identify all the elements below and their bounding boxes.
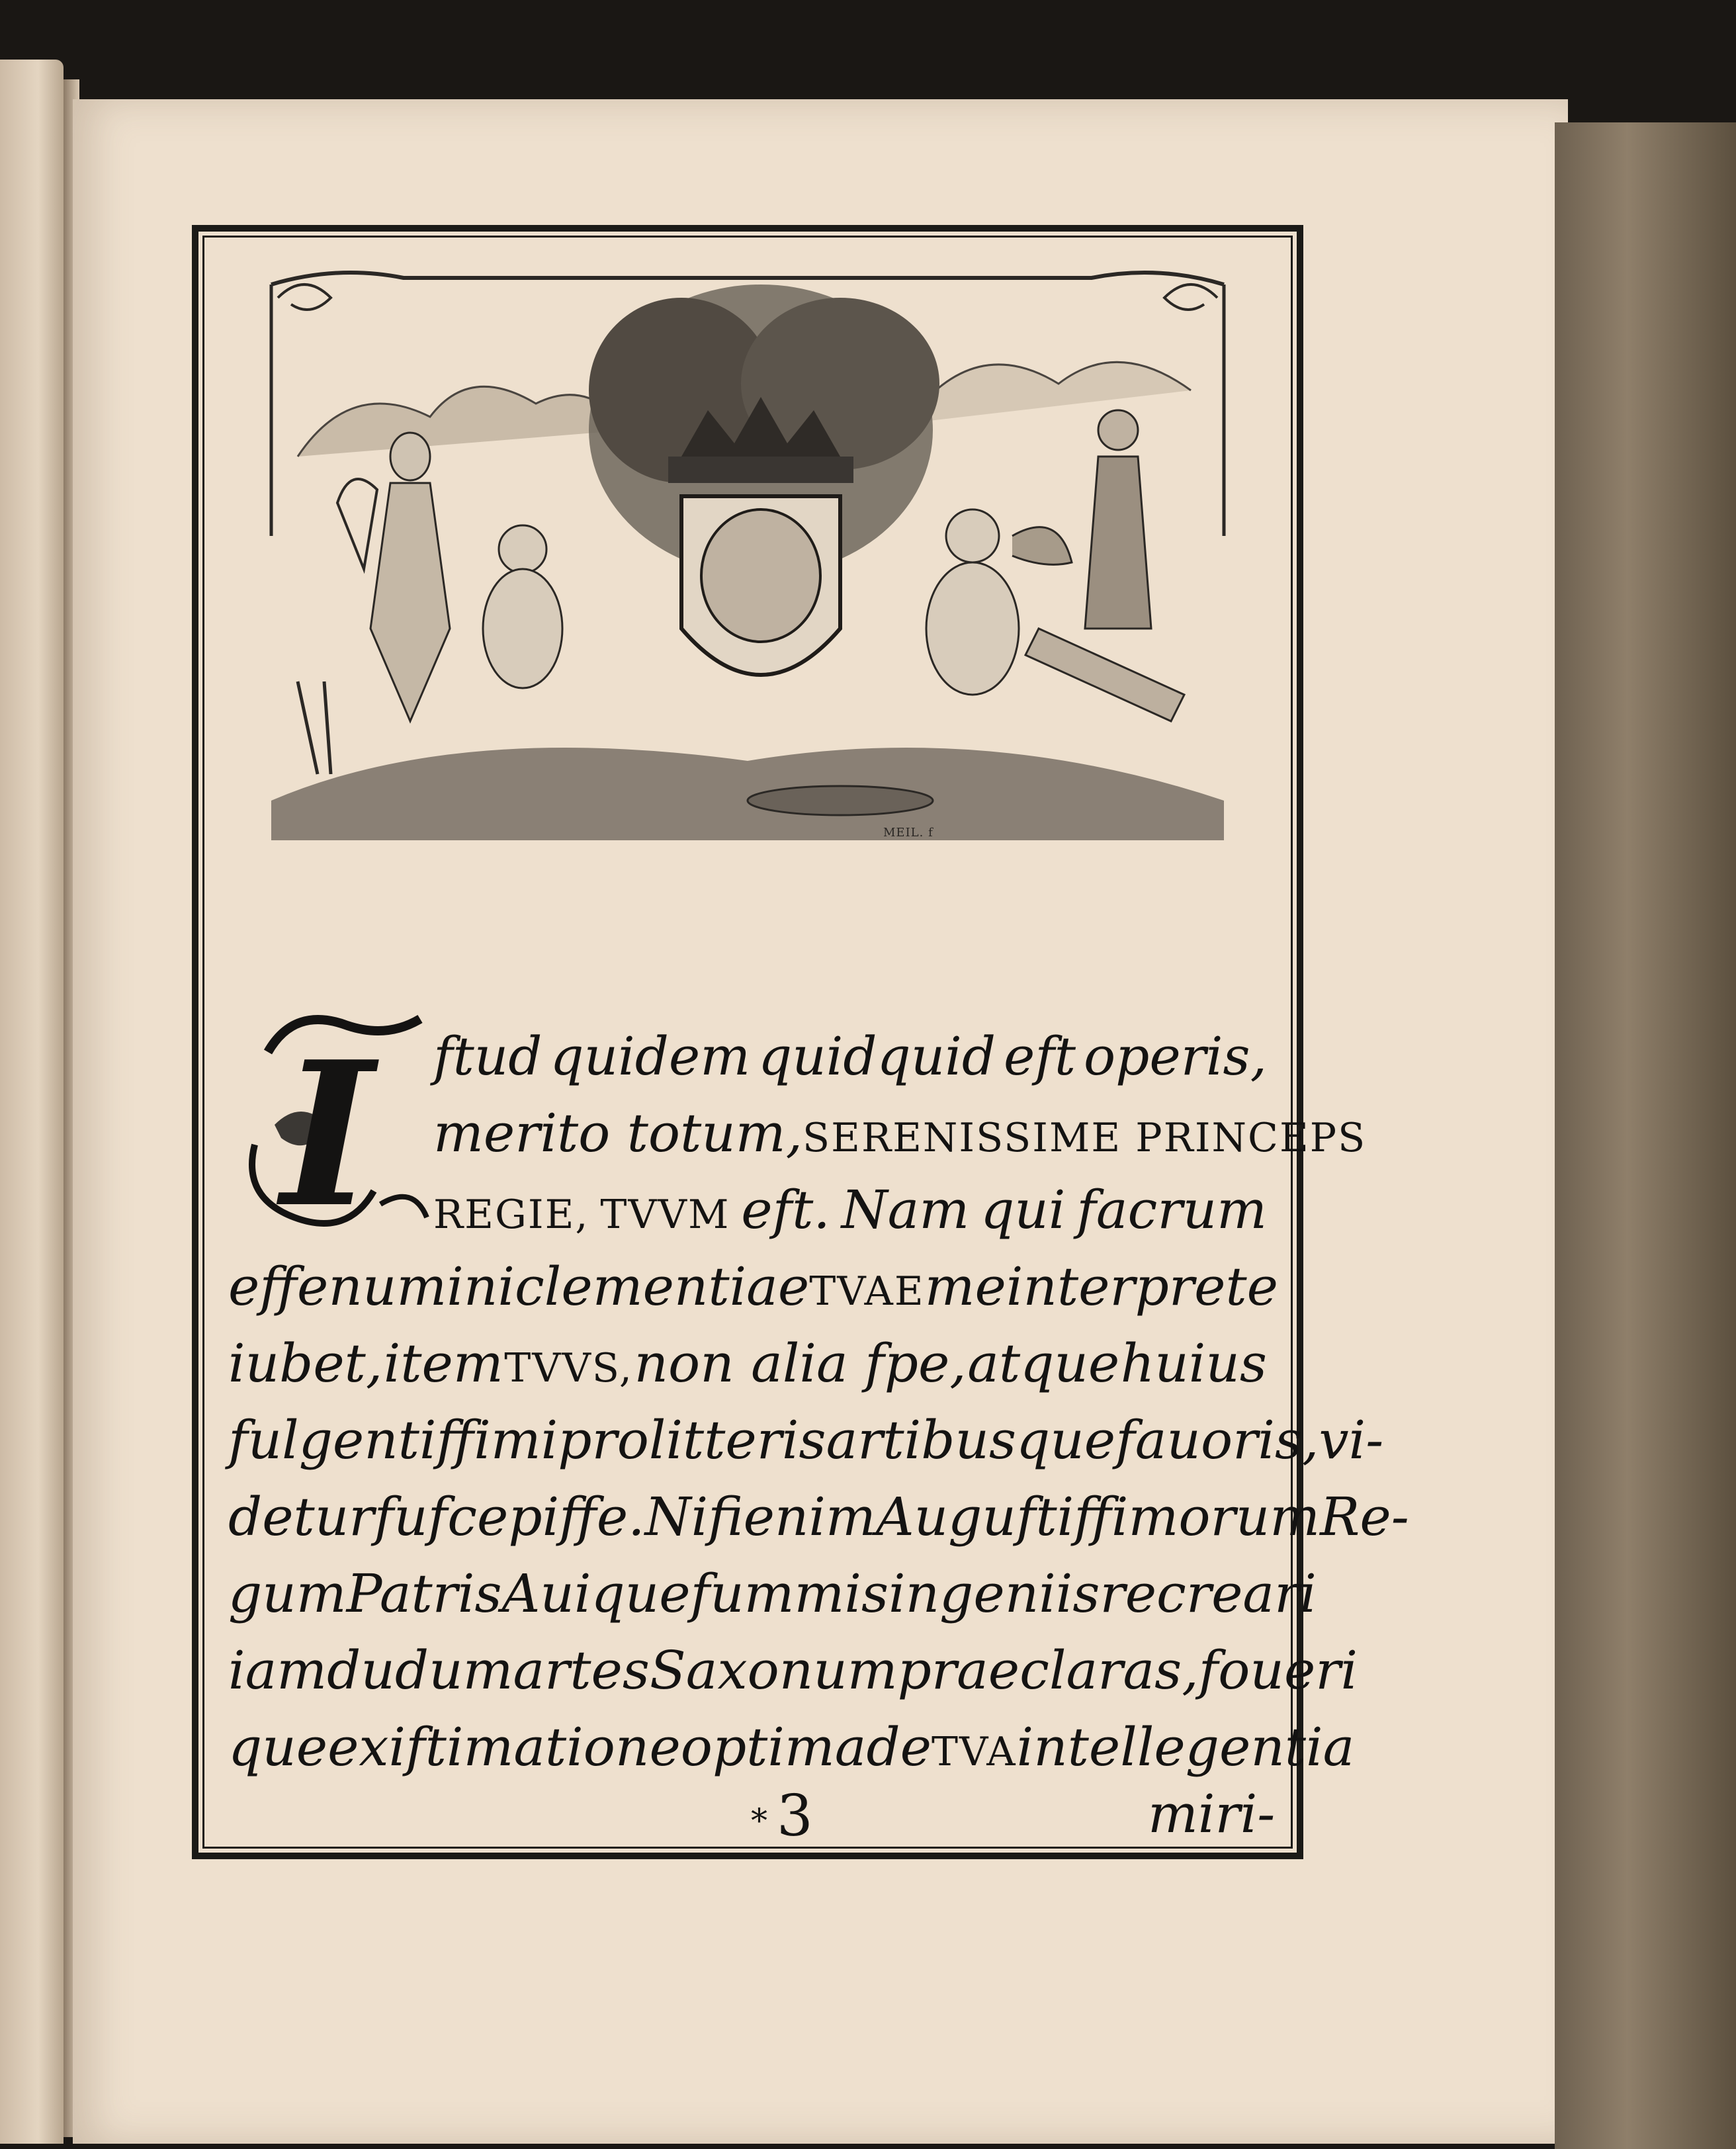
text-line <box>228 1640 1358 1718</box>
text-line <box>228 1333 1267 1411</box>
engraver-signature: MEIL. f <box>883 826 933 840</box>
text-line <box>433 1026 1267 1104</box>
text-word: merito totum, <box>433 1102 803 1164</box>
text-word: recreari <box>1100 1563 1317 1624</box>
text-word: optima <box>680 1716 867 1778</box>
text-word: pro <box>558 1409 649 1471</box>
text-word: fulgentiffimi <box>228 1409 558 1471</box>
text-line <box>433 1179 1267 1257</box>
text-line <box>228 1563 1317 1641</box>
signature-number: 3 <box>777 1783 813 1849</box>
text-word: fummis <box>690 1563 889 1624</box>
text-word: eft. <box>741 1179 830 1241</box>
text-word: detur <box>228 1486 374 1548</box>
facing-page-edge <box>0 60 64 2144</box>
text-word: Patris <box>346 1563 502 1624</box>
catchword: miri- <box>1148 1783 1276 1845</box>
signature-mark <box>751 1783 813 1849</box>
text-line <box>228 1256 1278 1334</box>
text-word: qui <box>980 1179 1066 1241</box>
text-word: iubet, <box>228 1333 383 1394</box>
text-word: effe <box>228 1256 329 1317</box>
text-word: praeclaras, <box>897 1640 1199 1701</box>
text-word: iam <box>228 1640 327 1701</box>
signature-star: * <box>751 1801 767 1840</box>
engraved-vignette <box>258 258 1237 854</box>
text-word: SERENISSIME PRINCEPS <box>803 1115 1367 1161</box>
text-word: ingeniis <box>889 1563 1100 1624</box>
text-line <box>228 1409 1384 1487</box>
text-word: intellegentia <box>1016 1716 1355 1778</box>
text-word: TVVM <box>600 1192 730 1238</box>
text-word: quidquid <box>758 1026 996 1087</box>
text-word: artes <box>513 1640 650 1701</box>
text-word: atque <box>967 1333 1120 1394</box>
text-word: Saxonum <box>649 1640 898 1701</box>
book-cover-edge <box>1555 122 1736 2149</box>
text-word: Nam <box>841 1179 970 1241</box>
text-word: TVVS, <box>504 1345 633 1391</box>
text-word: me <box>924 1256 1006 1317</box>
text-word: clementiae <box>514 1256 810 1317</box>
text-word: litteris <box>648 1409 826 1471</box>
text-word: huius <box>1120 1333 1267 1394</box>
text-line <box>228 1716 1355 1794</box>
text-word: eft <box>1003 1026 1076 1087</box>
text-word: interprete <box>1006 1256 1278 1317</box>
text-word: foueri <box>1198 1640 1358 1701</box>
text-word: TVA <box>932 1729 1017 1775</box>
text-word: TVAE <box>809 1268 925 1315</box>
text-line <box>433 1102 1367 1180</box>
text-word: que <box>591 1563 691 1624</box>
text-word: artibus <box>826 1409 1017 1471</box>
text-word: non alia fpe, <box>634 1333 967 1394</box>
text-word: facrum <box>1076 1179 1267 1241</box>
text-word: enim <box>743 1486 876 1548</box>
text-word: Nifi <box>644 1486 744 1548</box>
text-word: Re- <box>1320 1486 1409 1548</box>
text-word: quidem <box>550 1026 751 1087</box>
text-word: ftud <box>433 1026 542 1087</box>
text-word: vi- <box>1319 1409 1384 1471</box>
text-word: item <box>383 1333 503 1394</box>
initial-letter: I <box>281 1018 374 1251</box>
text-word: numini <box>328 1256 515 1317</box>
text-word: que <box>228 1716 328 1778</box>
text-word: exiftimatione <box>327 1716 681 1778</box>
text-line <box>228 1486 1409 1564</box>
text-word: Aui <box>501 1563 591 1624</box>
text-word: de <box>866 1716 932 1778</box>
text-word: dudum <box>327 1640 513 1701</box>
text-word: Auguftiffimorum <box>875 1486 1321 1548</box>
text-word: REGIE, <box>433 1192 589 1238</box>
decorated-initial <box>228 992 440 1257</box>
text-word: operis, <box>1083 1026 1267 1087</box>
text-word: fauoris, <box>1115 1409 1319 1471</box>
text-word: que <box>1016 1409 1116 1471</box>
text-word: fufcepiffe. <box>374 1486 645 1548</box>
text-word: gum <box>228 1563 347 1624</box>
